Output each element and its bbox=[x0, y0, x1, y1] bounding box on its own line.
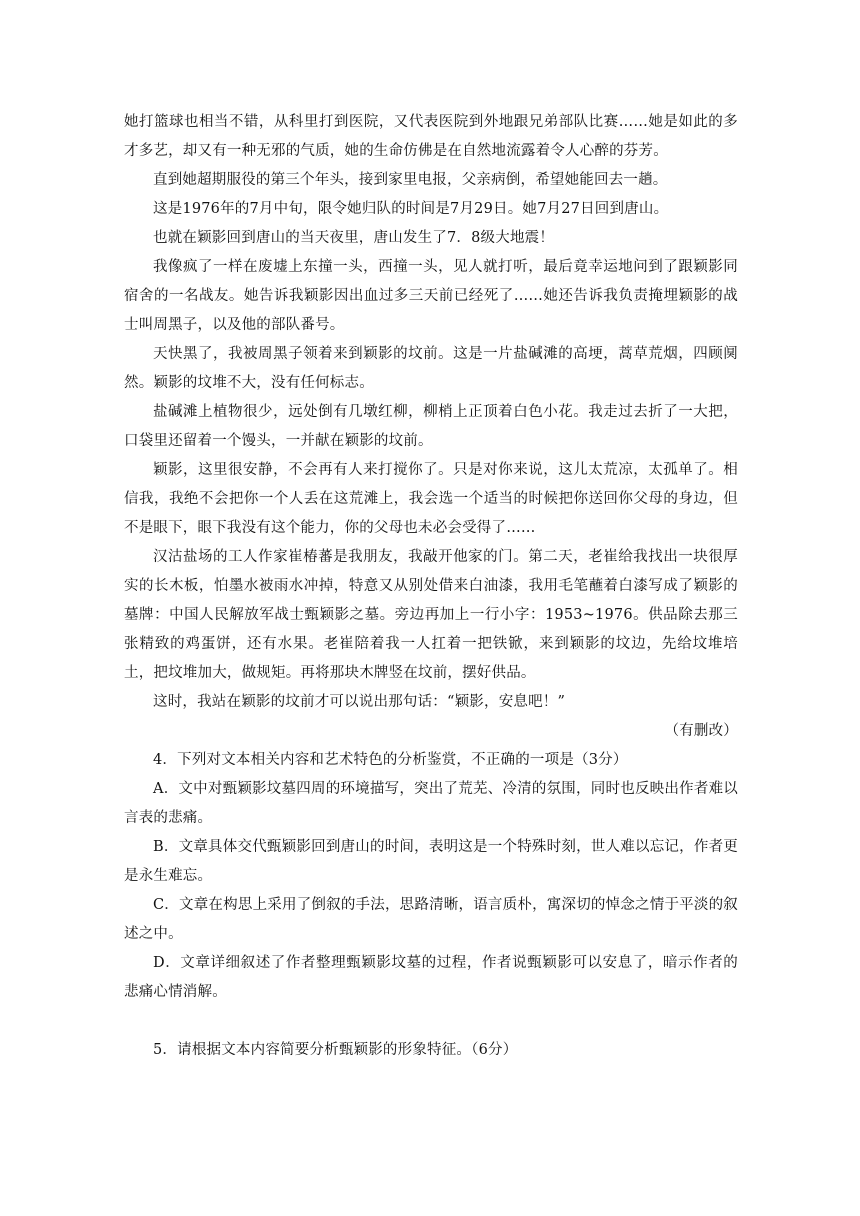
question-4-option-a: A．文中对甄颖影坟墓四周的环境描写，突出了荒芜、冷清的氛围，同时也反映出作者难以言表的悲痛。 bbox=[124, 781, 738, 826]
paragraph-rest-in-peace: 这时，我站在颖影的坟前才可以说出那句话：“颖影，安息吧！” bbox=[153, 694, 566, 710]
paragraph-search: 我像疯了一样在废墟上东撞一头，西撞一头，见人就打听，最后竟幸运地问到了跟颖影同宿舍的一名战友。她告诉我颖影因出血过多三天前已经死了……她还告诉我负责掩埋颖影的战士叫周黑子，以及他的部队番号。 bbox=[124, 259, 738, 333]
paragraph-tombstone: 汉沽盐场的工人作家崔椿蕃是我朋友，我敲开他家的门。第二天，老崔给我找出一块很厚实的长木板，怕墨水被雨水冲掉，特意又从别处借来白油漆，我用毛笔蘸着白漆写成了颖影的墓牌：中国人民解放军战士甄颖影之墓。旁边再加上一行小字：1953~1976。供品除去那三张精致的鸡蛋饼，还有水果。老崔陪着我一人扛着一把铁锨，来到颖影的坟边，先给坟堆培土，把坟堆加大，做规矩。再将那块木牌竖在坟前，摆好供品。 bbox=[124, 549, 738, 681]
question-4-option-b: B．文章具体交代甄颖影回到唐山的时间，表明这是一个特殊时刻，世人难以忘记，作者更是永生难忘。 bbox=[124, 839, 738, 884]
question-4-stem: 4．下列对文本相关内容和艺术特色的分析鉴赏，不正确的一项是（3分） bbox=[153, 752, 628, 768]
question-4-option-c: C．文章在构思上采用了倒叙的手法，思路清晰，语言质朴，寓深切的悼念之情于平淡的叙述之中。 bbox=[124, 897, 738, 942]
paragraph-basketball: 她打篮球也相当不错，从科里打到医院，又代表医院到外地跟兄弟部队比赛……她是如此的多才多艺，却又有一种无邪的气质，她的生命仿佛是在自然地流露着令人心醉的芬芳。 bbox=[124, 114, 738, 159]
paragraph-date: 这是1976年的7月中旬，限令她归队的时间是7月29日。她7月27日回到唐山。 bbox=[153, 201, 669, 217]
paragraph-grave: 天快黑了，我被周黑子领着来到颖影的坟前。这是一片盐碱滩的高埂，蒿草荒烟，四顾阒然。颖影的坟堆不大，没有任何标志。 bbox=[124, 346, 738, 391]
edit-note: （有删改） bbox=[664, 723, 738, 739]
paragraph-telegram: 直到她超期服役的第三个年头，接到家里电报，父亲病倒，希望她能回去一趟。 bbox=[153, 172, 668, 188]
question-4-option-d: D．文章详细叙述了作者整理甄颖影坟墓的过程，作者说甄颖影可以安息了，暗示作者的悲痛心情消解。 bbox=[124, 955, 738, 1000]
paragraph-flowers: 盐碱滩上植物很少，远处倒有几墩红柳，柳梢上正顶着白色小花。我走过去折了一大把，口袋里还留着一个馒头，一并献在颖影的坟前。 bbox=[124, 404, 738, 449]
question-5-stem: 5．请根据文本内容简要分析甄颖影的形象特征。（6分） bbox=[153, 1042, 518, 1058]
paragraph-address: 颖影，这里很安静，不会再有人来打搅你了。只是对你来说，这儿太荒凉，太孤单了。相信我，我绝不会把你一个人丢在这荒滩上，我会选一个适当的时候把你送回你父母的身边，但不是眼下，眼下我没有这个能力，你的父母也未必会受得了…… bbox=[124, 462, 738, 536]
paragraph-earthquake: 也就在颖影回到唐山的当天夜里，唐山发生了7．8级大地震！ bbox=[153, 230, 555, 246]
